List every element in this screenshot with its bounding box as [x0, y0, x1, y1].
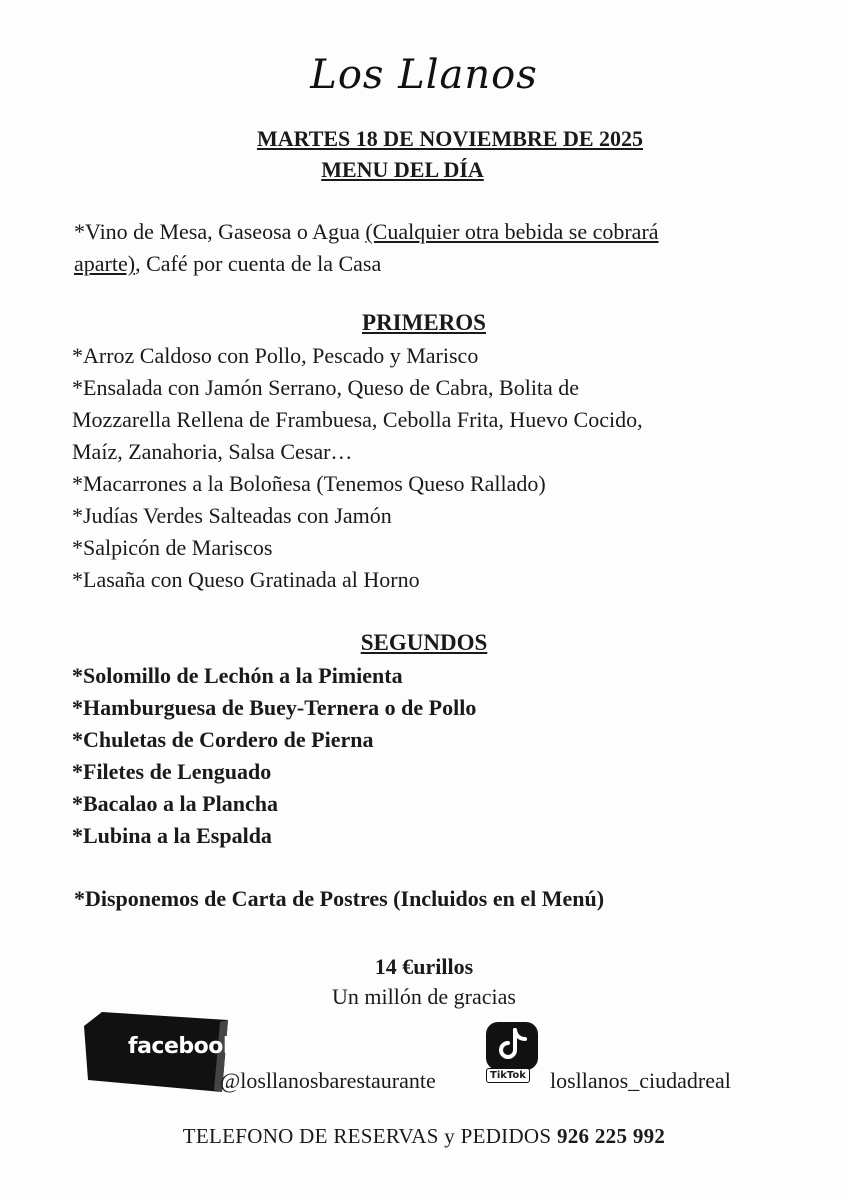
- drinks-coffee-note: , Café por cuenta de la Casa: [135, 251, 382, 276]
- reservation-phone: [0, 1124, 848, 1149]
- list-item: *Bacalao a la Plancha: [72, 791, 278, 816]
- list-item: *Solomillo de Lechón a la Pimienta: [72, 663, 403, 688]
- list-item: *Lasaña con Queso Gratinada al Horno: [72, 567, 420, 592]
- phone-label: TELEFONO DE RESERVAS y PEDIDOS: [182, 1124, 557, 1148]
- menu-title: MENU DEL DÍA: [321, 157, 484, 182]
- drinks-text: *Vino de Mesa, Gaseosa o Agua: [74, 219, 366, 244]
- segundos-title: SEGUNDOS: [360, 630, 488, 655]
- list-item: Maíz, Zanahoria, Salsa Cesar…: [72, 439, 353, 464]
- list-item: *Salpicón de Mariscos: [72, 535, 273, 560]
- facebook-handle: @losllanosbarestaurante: [220, 1068, 436, 1093]
- list-item: *Lubina a la Espalda: [72, 823, 272, 848]
- list-item: *Judías Verdes Salteadas con Jamón: [72, 503, 392, 528]
- menu-price: 14 €urillos: [374, 954, 474, 979]
- primeros-title: PRIMEROS: [362, 310, 486, 335]
- menu-date: MARTES 18 DE NOVIEMBRE DE 2025: [256, 126, 644, 151]
- drinks-extra-charge-note: (Cualquier otra bebida se cobrará aparte): [74, 219, 659, 276]
- tiktok-logo-icon: [482, 1020, 542, 1072]
- thanks-message: Un millón de gracias: [332, 984, 516, 1009]
- restaurant-logo: Los Llanos: [310, 52, 538, 98]
- segundos-list: [72, 660, 792, 852]
- tiktok-label: TikTok: [486, 1068, 530, 1083]
- list-item: *Chuletas de Cordero de Pierna: [72, 727, 374, 752]
- drinks-note: [74, 216, 714, 280]
- list-item: *Macarrones a la Boloñesa (Tenemos Queso Rallado): [72, 471, 546, 496]
- list-item: Mozzarella Rellena de Frambuesa, Cebolla Frita, Huevo Cocido,: [72, 407, 643, 432]
- postres-note: *Disponemos de Carta de Postres (Incluidos en el Menú): [74, 886, 605, 911]
- list-item: *Arroz Caldoso con Pollo, Pescado y Marisco: [72, 343, 479, 368]
- phone-number: 926 225 992: [556, 1124, 666, 1148]
- list-item: *Ensalada con Jamón Serrano, Queso de Cabra, Bolita de: [72, 375, 580, 400]
- tiktok-handle: losllanos_ciudadreal: [550, 1068, 731, 1093]
- list-item: *Hamburguesa de Buey-Ternera o de Pollo: [72, 695, 477, 720]
- facebook-label: facebook: [128, 1034, 237, 1059]
- primeros-list: [72, 340, 792, 596]
- list-item: *Filetes de Lenguado: [72, 759, 272, 784]
